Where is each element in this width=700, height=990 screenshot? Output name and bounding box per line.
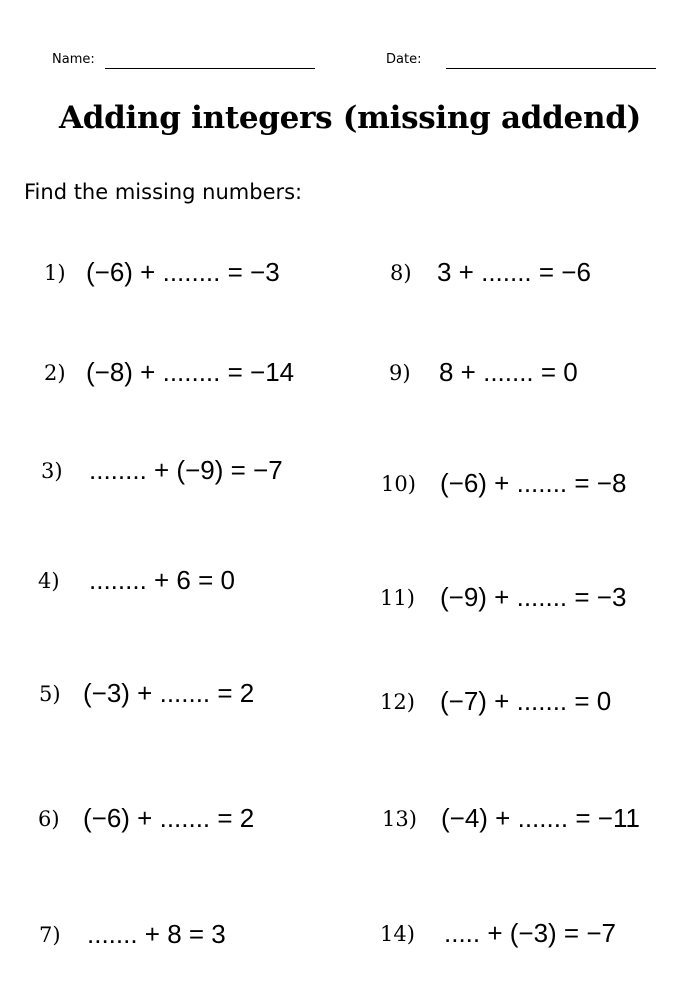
instructions: Find the missing numbers:	[24, 180, 303, 204]
problem-expression: (−9) + ....... = −3	[440, 582, 627, 612]
problem-number: 7)	[39, 923, 61, 947]
problem-expression: ........ + (−9) = −7	[89, 455, 283, 485]
problem-number: 14)	[380, 922, 415, 946]
problem-number: 11)	[380, 586, 415, 610]
problem-number: 13)	[382, 807, 417, 831]
problem-number: 8)	[390, 261, 412, 285]
problem-expression: ....... + 8 = 3	[87, 919, 226, 949]
problem-number: 9)	[389, 361, 411, 385]
problem-number: 5)	[39, 682, 61, 706]
name-field[interactable]	[105, 68, 315, 69]
problem-expression: (−4) + ....... = −11	[441, 803, 640, 833]
date-label: Date:	[386, 52, 422, 67]
problem-expression: ........ + 6 = 0	[89, 565, 235, 595]
problem-expression: (−3) + ....... = 2	[83, 678, 255, 708]
problem-expression: 8 + ....... = 0	[439, 357, 578, 387]
problem-expression: (−6) + ........ = −3	[86, 257, 280, 287]
problem-number: 12)	[380, 690, 415, 714]
problem-expression: ..... + (−3) = −7	[444, 918, 616, 948]
name-label: Name:	[52, 52, 95, 67]
problem-number: 1)	[44, 261, 66, 285]
problem-number: 3)	[41, 459, 63, 483]
problem-expression: (−6) + ....... = −8	[440, 468, 627, 498]
page-title: Adding integers (missing addend)	[59, 100, 641, 136]
problem-expression: 3 + ....... = −6	[437, 257, 591, 287]
problem-expression: (−8) + ........ = −14	[86, 357, 295, 387]
problem-expression: (−7) + ....... = 0	[440, 686, 612, 716]
problem-number: 10)	[381, 472, 416, 496]
problem-number: 2)	[44, 361, 66, 385]
date-field[interactable]	[446, 68, 656, 69]
problem-expression: (−6) + ....... = 2	[83, 803, 255, 833]
problem-number: 4)	[38, 569, 60, 593]
problem-number: 6)	[38, 807, 60, 831]
